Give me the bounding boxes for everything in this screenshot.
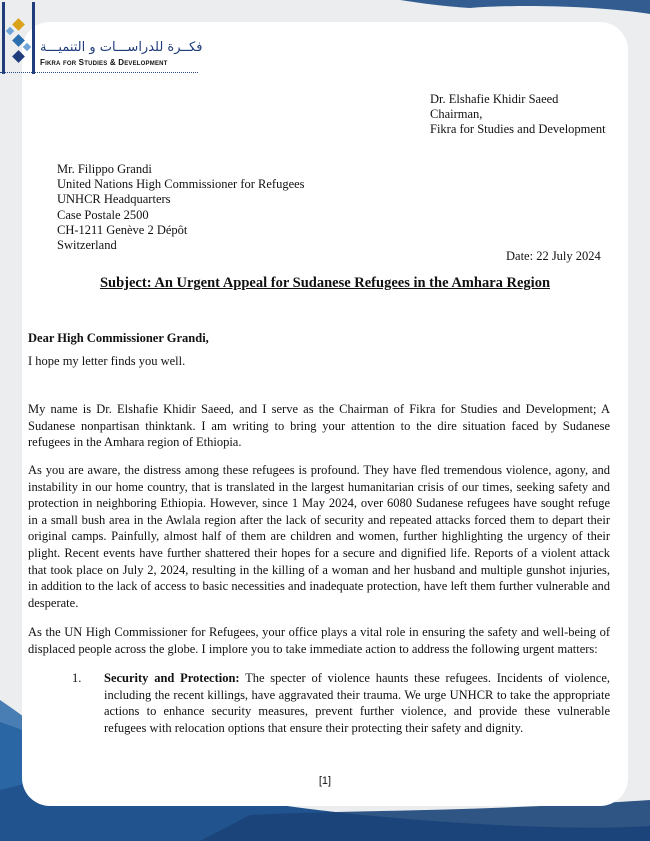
greeting-paragraph: I hope my letter finds you well.: [28, 354, 186, 368]
sender-name: Dr. Elshafie Khidir Saeed: [430, 92, 559, 106]
recipient-line: Switzerland: [57, 238, 117, 253]
recipient-block: [57, 162, 305, 253]
recipient-line: Case Postale 2500: [57, 207, 149, 222]
org-logo: [0, 0, 210, 80]
sender-block: [430, 92, 606, 138]
logo-divider: [0, 72, 198, 74]
sender-title: Chairman,: [430, 107, 483, 122]
page-number: [1]: [318, 775, 332, 787]
body-paragraph: As the UN High Commissioner for Refugees, your office plays a vital role in ensuring the safety and well-being of displaced people across the globe. I implore you to take immediate action to address the following urgent matters:: [28, 625, 610, 656]
org-name-arabic: فكــرة للدراســـات و التنميـــة: [40, 40, 203, 55]
recipient-line: UNHCR Headquarters: [57, 192, 171, 207]
recipient-line: CH-1211 Genève 2 Dépôt: [57, 222, 188, 237]
letter-date: Date: 22 July 2024: [506, 249, 601, 263]
recipient-line: Mr. Filippo Grandi: [57, 162, 152, 176]
list-item-heading: Security and Protection:: [104, 671, 240, 685]
org-name-english: Fikra for Studies & Development: [40, 58, 168, 67]
logo-emblem-icon: [2, 2, 38, 74]
sender-org: Fikra for Studies and Development: [430, 122, 606, 137]
recipient-line: United Nations High Commissioner for Refugees: [57, 177, 305, 192]
letter-subject: Subject: An Urgent Appeal for Sudanese Refugees in the Amhara Region: [99, 275, 551, 291]
body-paragraph: As you are aware, the distress among these refugees is profound. They have fled tremendous violence, agony, and instability in our home country, that is translated in the largest humanitarian crisis of our times, seeking safety and protection in neighboring Ethiopia. However, since 1 May 2024, over 6080 Sudanese refugees have sought refuge in a small bush area in the Awlala region after the lack of security and repeated attacks forced them to depart their original camps. Painfully, almost half of them are children and women, further highlighting the urgency of their plight. Recent events have further shattered their hopes for a secure and dignified life. Reports of a violent attack that took place on July 2, 2024, resulting in the killing of a woman and her husband and multiple gunshot injuries, in addition to the lack of access to basic necessities and inadequate protection, have left them further vulnerable and desperate.: [28, 463, 610, 610]
body-paragraph: My name is Dr. Elshafie Khidir Saeed, and I serve as the Chairman of Fikra for Studies and Development; A Sudanese nonpartisan thinktank. I am writing to bring your attention to the dire situation faced by Sudanese refugees in the Amhara region of Ethiopia.: [28, 402, 610, 450]
list-item-number: 1.: [72, 671, 82, 685]
salutation: Dear High Commissioner Grandi,: [28, 331, 209, 345]
list-item: [104, 670, 610, 736]
list-item-text: The specter of violence haunts these refugees. Incidents of violence, including the recent killings, have aggravated their trauma. We urge UNHCR to take the appropriate actions to enhance security measures, prevent further violence, and provide these vulnerable refugees with relocation options that ensure their protecting their safety and dignity.: [104, 671, 610, 735]
